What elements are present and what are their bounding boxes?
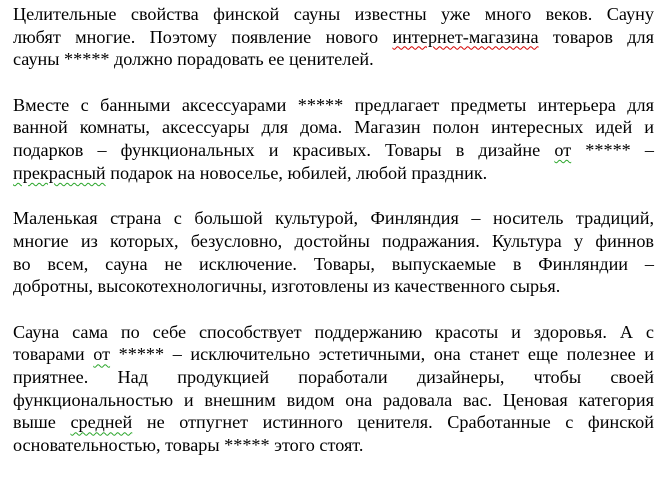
paragraph — [13, 3, 654, 71]
text-line — [13, 26, 654, 49]
text-segment: основательностью, товары ***** этого стоят. — [13, 435, 364, 456]
text-line — [13, 343, 654, 366]
text-line — [13, 116, 654, 139]
text-segment: добротны, высокотехнологичны, изготовлены из качественного сырья. — [13, 276, 561, 297]
spelling-mark: интернет-магазина — [392, 26, 539, 47]
text-segment: Вместе с банными аксессуарами ***** предлагает предметы интерьера для — [13, 94, 654, 115]
text-line — [13, 230, 654, 253]
text-segment: ванной комнаты, аксессуары для дома. Магазин полон интересных идей и — [13, 117, 654, 138]
text-line — [13, 389, 654, 412]
text-line — [13, 253, 654, 276]
grammar-mark: средней — [70, 412, 133, 433]
grammar-mark: от — [554, 140, 572, 161]
text-segment: выше — [13, 412, 71, 433]
text-segment: подарков – функциональных и красивых. Товары в дизайне — [13, 140, 555, 161]
text-line — [13, 366, 654, 389]
text-segment: подарок на новоселье, юбилей, любой праздник. — [105, 162, 488, 183]
text-segment: любят многие. Поэтому появление нового — [13, 26, 393, 47]
text-line — [13, 275, 654, 298]
text-line — [13, 48, 654, 71]
text-segment: приятнее. Над продукцией поработали дизайнеры, чтобы своей — [13, 367, 654, 387]
text-segment: Сауна сама по себе способствует поддержанию красоты и здоровья. А с — [13, 321, 654, 342]
grammar-mark: прекрасный — [13, 162, 106, 183]
text-line — [13, 3, 654, 26]
text-segment: товаров для — [538, 26, 654, 47]
text-line — [13, 411, 654, 434]
text-segment: функциональностью и внешним видом она радовала вас. Ценовая категория — [13, 389, 654, 410]
paragraph — [13, 321, 654, 457]
text-segment: во всем, сауна не исключение. Товары, выпускаемые в Финляндии – — [13, 253, 654, 274]
text-line — [13, 139, 654, 162]
text-line — [13, 207, 654, 230]
text-line — [13, 94, 654, 117]
text-segment: многие из которых, безусловно, достойны подражания. Культура у финнов — [13, 230, 654, 251]
grammar-mark: от — [93, 344, 111, 365]
paragraph — [13, 207, 654, 298]
text-segment: Целительные свойства финской сауны известны уже много веков. Сауну — [13, 4, 654, 24]
text-segment: ***** – — [571, 140, 655, 161]
text-line — [13, 434, 654, 457]
document-body — [13, 3, 654, 479]
text-segment: товарами — [13, 344, 94, 365]
text-line — [13, 321, 654, 344]
text-segment: сауны ***** должно порадовать ее ценителей. — [13, 49, 374, 70]
text-segment: ***** – исключительно эстетичными, она станет еще полезнее и — [110, 344, 654, 365]
paragraph — [13, 94, 654, 185]
text-segment: Маленькая страна с большой культурой, Финляндия – носитель традиций, — [13, 208, 654, 229]
text-segment: не отпугнет истинного ценителя. Сработанные с финской — [132, 412, 654, 433]
text-line — [13, 162, 654, 185]
